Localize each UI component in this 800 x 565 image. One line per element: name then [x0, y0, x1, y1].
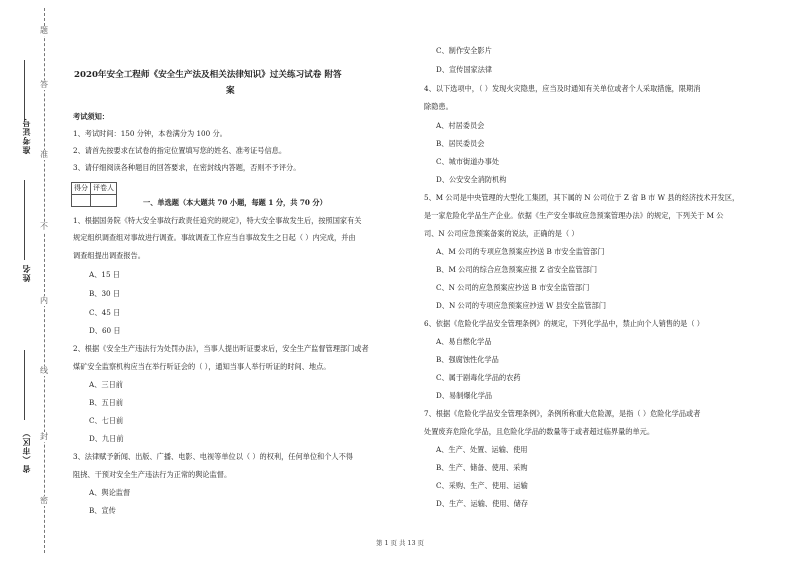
- option-item[interactable]: B、宣传: [89, 506, 116, 515]
- option-item[interactable]: D、生产、运输、使用、储存: [436, 499, 529, 508]
- question-text: 1、根据国务院《特大安全事故行政责任追究的规定》，特大安全事故发生后，按照国家有关: [73, 216, 362, 225]
- seal-char: 封: [40, 432, 48, 441]
- option-item[interactable]: B、30 日: [89, 289, 121, 298]
- notice-item: 2、请首先按要求在试卷的指定位置填写您的姓名、准考证号信息。: [73, 146, 287, 155]
- question-text: 3、法律赋予新闻、出版、广播、电影、电视等单位以（ ）的权利，任何单位和个人不得: [73, 452, 353, 461]
- score-blank: [72, 195, 91, 207]
- option-item[interactable]: A、生产、处置、运输、使用: [436, 445, 528, 454]
- page-footer: 第 1 页 共 13 页: [376, 539, 424, 547]
- option-item[interactable]: D、宣传国家法律: [436, 65, 493, 74]
- option-item[interactable]: A、三日前: [89, 380, 123, 389]
- option-item[interactable]: D、九日前: [89, 434, 124, 443]
- option-item[interactable]: A、易自燃化学品: [436, 337, 492, 346]
- question-text: 除隐患。: [424, 102, 453, 111]
- question-text: 处置废弃危险化学品，且危险化学品的数量等于或者超过临界量的单元。: [424, 427, 655, 436]
- option-item[interactable]: D、N 公司的专项应急预案应抄送 W 县安全监管部门: [436, 301, 607, 310]
- exam-title-line2: 案: [226, 86, 235, 96]
- seal-char: 答: [40, 80, 48, 89]
- seal-char: 密: [40, 496, 48, 505]
- option-item[interactable]: C、采购、生产、使用、运输: [436, 481, 528, 490]
- notice-item: 1、考试时间：150 分钟，本卷满分为 100 分。: [73, 129, 227, 138]
- question-text: 2、根据《安全生产违法行为处罚办法》，当事人提出听证要求后，安全生产监督管理部门或者: [73, 344, 369, 353]
- score-box: [71, 182, 117, 207]
- province-label: 省（市区）: [21, 428, 31, 473]
- question-text: 调查组提出调查报告。: [73, 251, 145, 260]
- option-item[interactable]: A、舆论监督: [89, 488, 131, 497]
- seal-char: 线: [40, 366, 48, 375]
- score-cell: 得分: [72, 183, 91, 195]
- grader-cell: 评卷人: [91, 183, 117, 195]
- question-text: 阻挠、干预对安全生产违法行为正常的舆论监督。: [73, 470, 232, 479]
- exam-number-label: 准考证号: [21, 118, 31, 154]
- option-item[interactable]: C、属于剧毒化学品的农药: [436, 373, 521, 382]
- notice-heading: 考试须知：: [73, 112, 109, 121]
- option-item[interactable]: D、易制爆化学品: [436, 391, 493, 400]
- notice-item: 3、请仔细阅读各种题目的回答要求，在密封线内答题，否则不予评分。: [73, 163, 301, 172]
- name-label: 姓名: [21, 264, 31, 282]
- option-item[interactable]: A、M 公司的专项应急预案应抄送 B 市安全监管部门: [436, 247, 605, 256]
- option-item[interactable]: C、制作安全影片: [436, 46, 492, 55]
- name-line: [24, 180, 25, 260]
- option-item[interactable]: D、60 日: [89, 326, 121, 335]
- option-item[interactable]: B、M 公司的综合应急预案应报 Z 省安全监管部门: [436, 265, 598, 274]
- question-text: 7、根据《危险化学品安全管理条例》，条例所称重大危险源，是指（ ）危险化学品或者: [424, 409, 701, 418]
- question-text: 是一家危险化学品生产企业。依据《生产安全事故应急预案管理办法》的规定，下列关于 M 公: [424, 211, 724, 220]
- option-item[interactable]: B、强腐蚀性化学品: [436, 355, 499, 364]
- seal-char: 题: [40, 26, 48, 35]
- option-item[interactable]: D、公安安全消防机构: [436, 175, 507, 184]
- grader-blank: [91, 195, 117, 207]
- option-item[interactable]: C、七日前: [89, 416, 124, 425]
- exam-title-line1: 2020年安全工程师《安全生产法及相关法律知识》过关练习试卷 附答: [74, 70, 342, 80]
- option-item[interactable]: B、居民委员会: [436, 139, 485, 148]
- question-text: 司、N 公司应急预案备案的说法，正确的是（ ）: [424, 229, 579, 238]
- option-item[interactable]: A、村居委员会: [436, 121, 485, 130]
- seal-char: 不: [40, 222, 48, 231]
- option-item[interactable]: B、五日前: [89, 398, 124, 407]
- option-item[interactable]: C、45 日: [89, 308, 121, 317]
- section-title: 一、单选题（本大题共 70 小题，每题 1 分，共 70 分）: [143, 198, 327, 207]
- option-item[interactable]: B、生产、储备、使用、采购: [436, 463, 528, 472]
- option-item[interactable]: A、15 日: [89, 270, 120, 279]
- province-line: [24, 350, 25, 420]
- question-text: 5、M 公司是中央管理的大型化工集团，其下属的 N 公司位于 Z 省 B 市 W 县的经济技术开发区，: [424, 193, 740, 202]
- seal-char: 准: [40, 150, 48, 159]
- question-text: 6、依据《危险化学品安全管理条例》的规定，下列化学品中，禁止向个人销售的是（ ）: [424, 319, 704, 328]
- question-text: 4、以下选项中，（ ）发现火灾隐患，应当及时通知有关单位或者个人采取措施，限期消: [424, 84, 701, 93]
- seal-char: 内: [40, 296, 48, 305]
- exam-number-line: [24, 60, 25, 120]
- question-text: 规定组织调查组对事故进行调查。事故调查工作应当自事故发生之日起（ ）内完成，并由: [73, 233, 356, 242]
- question-text: 煤矿安全监察机构应当在举行听证会的（ ），通知当事人举行听证的时间、地点。: [73, 362, 331, 371]
- option-item[interactable]: C、城市街道办事处: [436, 157, 500, 166]
- option-item[interactable]: C、N 公司的应急预案应抄送 B 市安全监管部门: [436, 283, 590, 292]
